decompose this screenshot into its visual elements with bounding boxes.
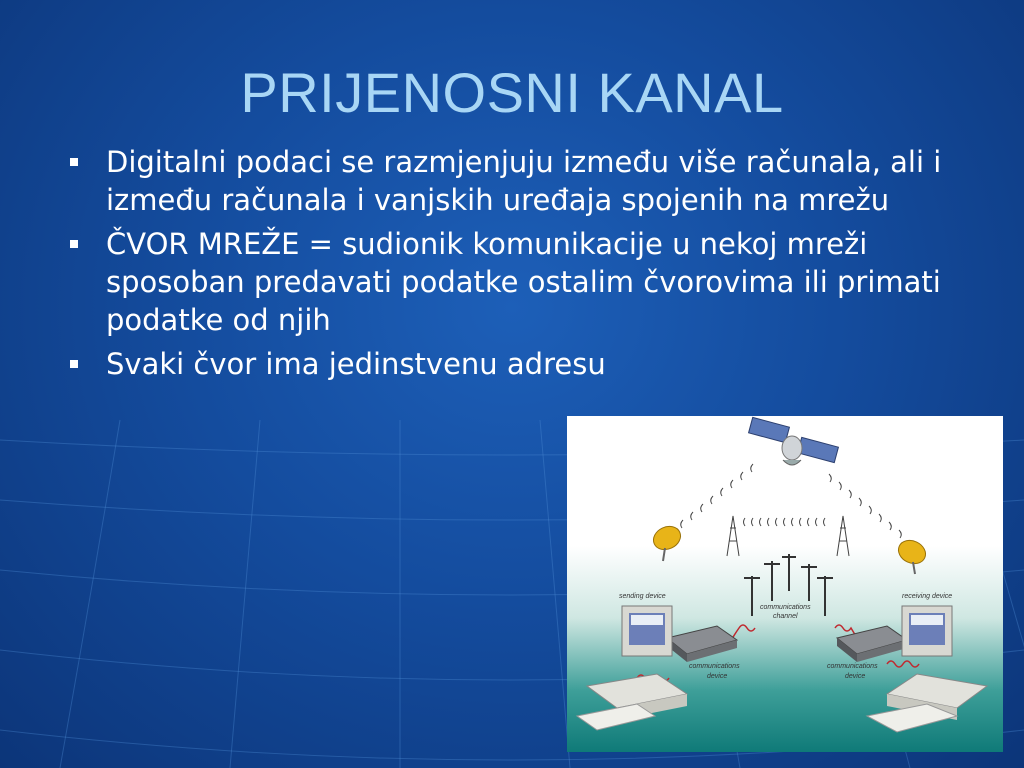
comm-device-right-label-line2: device xyxy=(845,673,866,680)
sending-device-label: sending device xyxy=(619,593,666,600)
channel-label-line1: communications xyxy=(760,604,811,611)
bullet-item xyxy=(62,345,992,383)
bullet-text: ČVOR MREŽE = sudionik komunikacije u nekoj mreži sposoban predavati podatke ostalim čvorovima ili primati podatke od njih xyxy=(106,227,941,337)
comm-device-right-label-line1: communications xyxy=(827,663,878,670)
slide-title: PRIJENOSNI KANAL xyxy=(240,61,784,124)
comm-device-left-label-line1: communications xyxy=(689,663,740,670)
bullet-text: Svaki čvor ima jedinstvenu adresu xyxy=(106,347,606,381)
bullet-item xyxy=(62,143,992,219)
bullet-square-icon xyxy=(70,360,78,368)
communication-channel-illustration xyxy=(567,416,1003,752)
bullet-list xyxy=(62,143,992,389)
channel-label-line2: channel xyxy=(773,613,798,620)
bullet-square-icon xyxy=(70,158,78,166)
receiving-device-label: receiving device xyxy=(902,593,953,600)
bullet-item xyxy=(62,225,992,339)
bullet-square-icon xyxy=(70,240,78,248)
comm-device-left-label-line2: device xyxy=(707,673,728,680)
bullet-text: Digitalni podaci se razmjenjuju između više računala, ali i između računala i vanjskih uređaja spojenih na mrežu xyxy=(106,145,942,217)
